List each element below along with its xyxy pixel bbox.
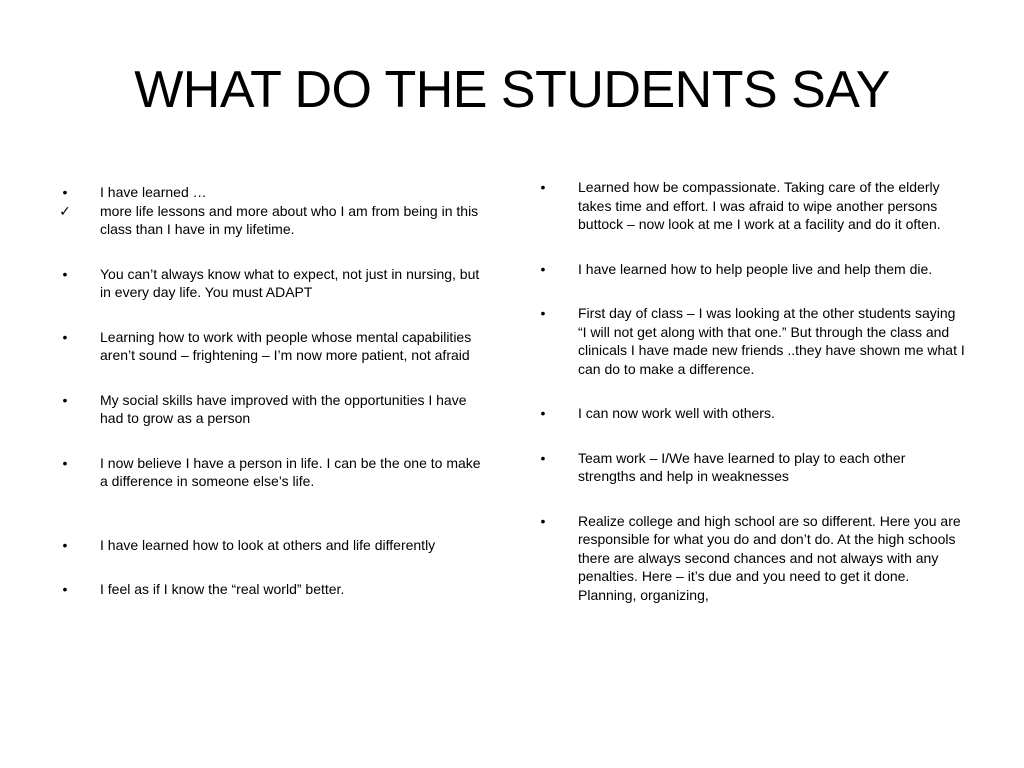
list-item: [58, 202, 492, 239]
bullet-icon: •: [540, 260, 546, 277]
list-item-text: Learning how to work with people whose mental capabilities aren’t sound – frightening – I’m now more patient, not afraid: [100, 328, 472, 363]
bullet-icon: •: [540, 305, 546, 321]
list-item-text: more life lessons and more about who I am from being in this class than I have in my lifetime.: [100, 202, 479, 237]
list-item-text: My social skills have improved with the opportunities I have had to grow as a person: [100, 391, 467, 426]
list-item: [536, 178, 966, 234]
list-item-text: Learned how be compassionate. Taking care of the elderly takes time and effort. I was afraid to wipe another persons buttock – now look at me I work at a facility and do it often.: [578, 179, 941, 232]
list-item: [58, 536, 492, 555]
list-item: [536, 404, 966, 423]
list-item-text: Team work – I/We have learned to play to each other strengths and help in weaknesses: [578, 449, 906, 484]
list-item: [58, 328, 492, 365]
list-item-text: I have learned how to look at others and life differently: [100, 536, 436, 553]
bullet-icon: •: [62, 328, 68, 345]
right-column: [536, 178, 966, 604]
list-item: [536, 260, 966, 279]
bullet-icon: •: [540, 405, 546, 421]
list-item-text: I feel as if I know the “real world” better.: [100, 581, 345, 597]
list-item-text: First day of class – I was looking at the other students saying “I will not get along with that one.” But through the class and clinicals I have made new friends ..they have shown me what I can do to make a difference.: [578, 305, 965, 377]
list-item-text: I can now work well with others.: [578, 405, 775, 421]
bullet-icon: •: [540, 179, 546, 195]
left-column: [58, 183, 492, 599]
bullet-icon: •: [62, 265, 68, 282]
list-item-text: I have learned …: [100, 184, 207, 200]
list-item: [536, 304, 966, 378]
list-item: [58, 391, 492, 428]
bullet-icon: •: [62, 184, 68, 200]
list-item: [536, 449, 966, 486]
list-item: [58, 183, 492, 202]
bullet-icon: •: [62, 536, 68, 553]
list-item: [536, 512, 966, 605]
list-item-text: You can’t always know what to expect, not just in nursing, but in every day life. You must ADAPT: [100, 265, 480, 300]
list-item: [58, 265, 492, 302]
list-item: [58, 580, 492, 599]
list-item-text: I now believe I have a person in life. I can be the one to make a difference in someone else’s life.: [100, 454, 481, 489]
bullet-icon: •: [62, 454, 68, 471]
slide-title: WHAT DO THE STUDENTS SAY: [134, 61, 890, 119]
bullet-icon: •: [62, 581, 68, 597]
bullet-icon: •: [540, 512, 546, 529]
bullet-icon: •: [62, 391, 68, 408]
checkmark-icon: ✓: [59, 202, 71, 219]
list-item-text: Realize college and high school are so different. Here you are responsible for what you do and don’t do. At the high schools there are always second chances and not always with any penalties. Here – it’s due and you need to get it done. Planning, organizing,: [578, 512, 961, 603]
list-item: [58, 454, 492, 491]
list-item-text: I have learned how to help people live and help them die.: [578, 260, 933, 277]
bullet-icon: •: [540, 449, 546, 466]
